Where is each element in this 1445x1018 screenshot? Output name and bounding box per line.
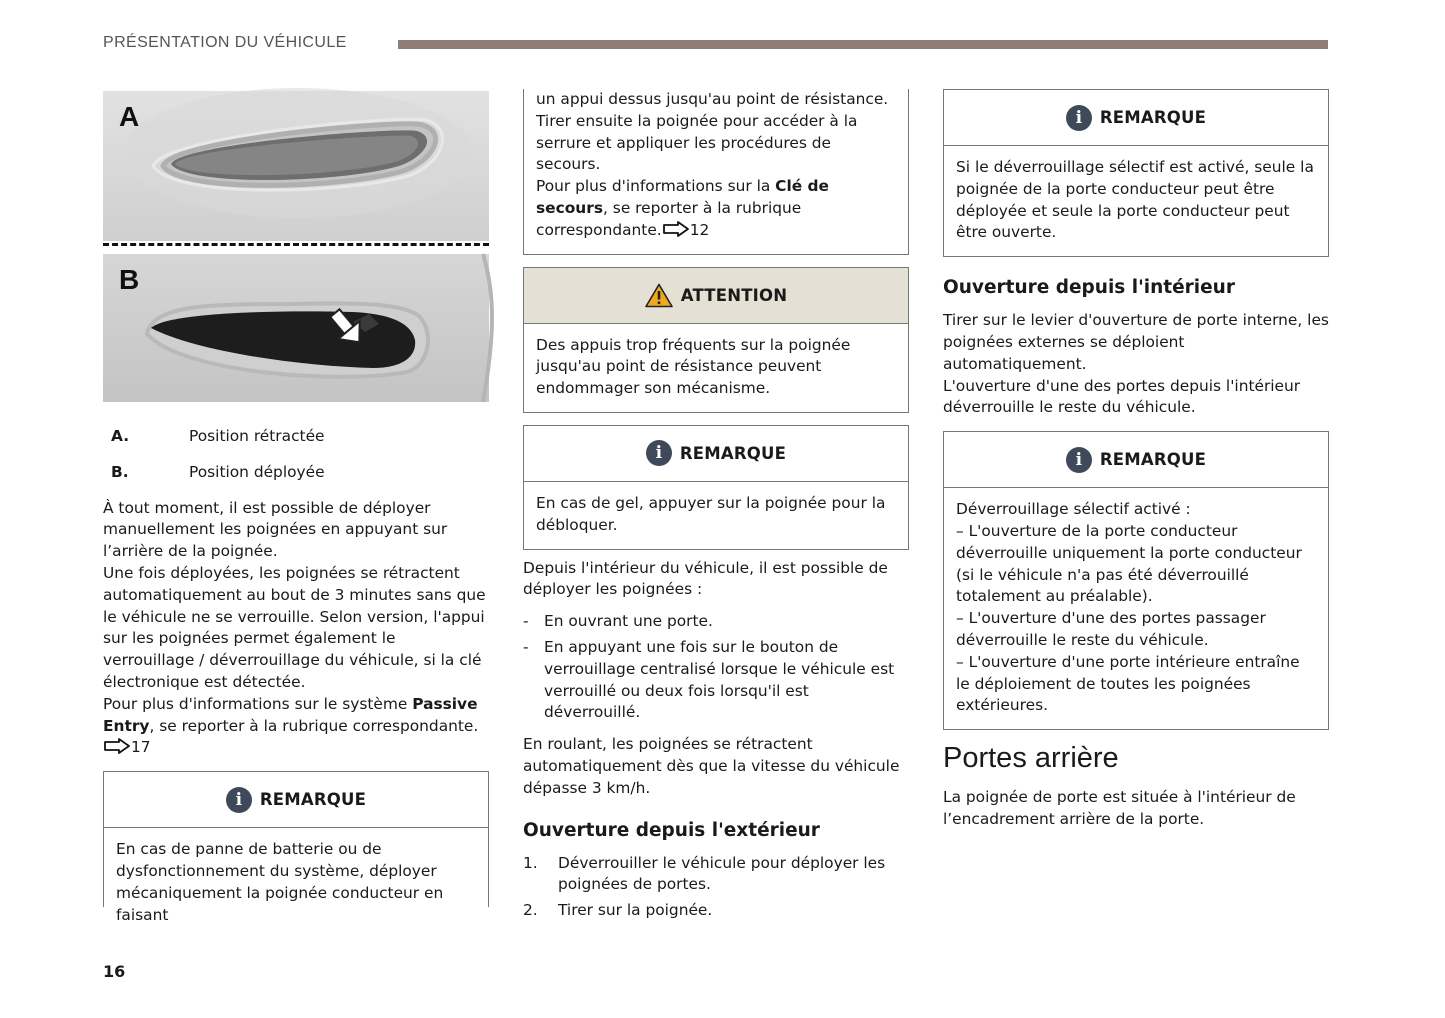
paragraph: Tirer sur le levier d'ouverture de porte interne, les poignées externes se déploient automatiquement. [943,311,1329,373]
bullet-marker: - [523,637,529,656]
paragraph-passive-entry [103,694,489,759]
note-box [103,771,489,924]
paragraph: Depuis l'intérieur du véhicule, il est possible de déployer les poignées : [523,558,888,599]
info-icon: i [1066,447,1092,473]
figure-label-b: B [119,264,140,295]
warning-triangle-icon [645,283,673,308]
column-1 [103,89,489,924]
header-bar [398,40,1328,49]
page-reference[interactable]: 12 [689,220,710,239]
bullet-marker: - [523,612,529,631]
legend-text: Position rétractée [189,427,325,445]
note-body [524,482,908,549]
section-heading: Ouverture depuis l'extérieur [523,819,820,841]
note-label: REMARQUE [1099,108,1207,127]
figure-label-a: A [119,101,140,132]
note-text-secours [536,176,896,241]
figure-legend [103,426,489,484]
step-number: 1. [523,853,538,872]
text: , se reporter à la rubrique correspondante. [149,716,479,735]
legend-item [103,462,489,484]
attention-box [523,267,909,413]
note-header [104,772,488,828]
note-box [523,425,909,550]
note-line: – L'ouverture de la porte conducteur déverrouille uniquement la porte conducteur (si le véhicule n'a pas été déverrouillé totalement au préalable). [956,521,1302,606]
list-text: En appuyant une fois sur le bouton de verrouillage centralisé lorsque le véhicule est verrouillé ou deux fois lorsqu'il est déverrouillé. [544,637,895,722]
list-item [523,900,909,922]
bold-term: Clé de secours [536,177,829,217]
note-text: En cas de panne de batterie ou de dysfonctionnement du système, déployer mécaniquement la poignée conducteur en faisant [116,840,444,924]
chapter-heading: Portes arrière [943,742,1119,775]
note-label: REMARQUE [259,790,367,810]
text: Pour plus d'informations sur le système [103,694,413,713]
note-box [943,431,1329,730]
section-heading: Ouverture depuis l'intérieur [943,277,1235,299]
note-line: – L'ouverture d'une porte intérieure entraîne le déploiement de toutes les poignées extérieures. [956,652,1300,715]
step-text: Tirer sur la poignée. [558,901,713,920]
note-label: REMARQUE [1099,450,1207,470]
retracted-handle-image [103,91,489,241]
legend-key: A. [111,427,130,445]
bullet-list [523,611,909,724]
note-header [944,432,1328,488]
note-text: un appui dessus jusqu'au point de résistance. Tirer ensuite la poignée pour accéder à la serrure et appliquer les procédures de secours. [536,90,889,174]
figure-divider [103,243,489,246]
attention-body [524,324,908,412]
note-body [944,488,1328,729]
paragraph: L'ouverture d'une des portes depuis l'intérieur déverrouille le reste du véhicule. [943,376,1301,417]
attention-text: Des appuis trop fréquents sur la poignée jusqu'au point de résistance peuvent endommager son mécanisme. [536,335,851,398]
list-text: En ouvrant une porte. [544,612,713,631]
figure-b-deployed-handle [103,254,489,402]
text: Pour plus d'informations sur la [536,177,776,196]
note-body [944,146,1328,256]
legend-key: B. [111,462,129,481]
legend-text: Position déployée [189,462,325,481]
note-text: Si le déverrouillage sélectif est activé, seule la poignée de la porte conducteur peut être déployée et seule la porte conducteur peut être ouverte. [956,158,1314,242]
paragraph: En roulant, les poignées se rétractent automatiquement dès que la vitesse du véhicule dépasse 3 km/h. [523,735,900,797]
page-reference[interactable]: 17 [131,738,151,757]
note-header [524,426,908,482]
column-3 [943,89,1329,831]
info-icon: i [646,440,672,466]
text: , se reporter à la rubrique correspondante. [536,198,802,239]
note-box [943,89,1329,257]
note-header [944,90,1328,146]
column-2 [523,89,909,932]
info-icon: i [226,787,252,813]
note-text: En cas de gel, appuyer sur la poignée pour la débloquer. [536,493,886,534]
deployed-handle-image [103,254,489,402]
page-number: 16 [103,962,126,981]
note-body [524,89,908,254]
legend-item [103,426,489,448]
list-item [523,637,909,724]
step-number: 2. [523,901,538,920]
info-icon: i [1066,105,1092,131]
note-line: Déverrouillage sélectif activé : [956,500,1191,519]
attention-label: ATTENTION [680,285,788,305]
section-title: PRÉSENTATION DU VÉHICULE [103,34,347,51]
note-body [104,828,488,924]
step-text: Déverrouiller le véhicule pour déployer les poignées de portes. [558,853,886,894]
numbered-list [523,853,909,922]
note-box-continued [523,89,909,255]
paragraph: Une fois déployées, les poignées se rétractent automatiquement au bout de 3 minutes sans que le véhicule ne se verrouille. Selon version, l'appui sur les poignées permet également le verrouillage / déverrouillage du véhicule, si la clé électronique est détectée. [103,563,486,691]
note-label: REMARQUE [679,443,787,463]
note-line: – L'ouverture d'une des portes passager déverrouille le reste du véhicule. [956,609,1266,649]
paragraph: La poignée de porte est située à l'intérieur de l’encadrement arrière de la porte. [943,788,1296,828]
page-ref-arrow-icon [663,221,689,237]
attention-header [524,268,908,324]
list-item [523,611,909,633]
figure-a-retracted-handle [103,91,489,241]
list-item [523,853,909,897]
page-ref-arrow-icon [104,738,130,754]
paragraph: À tout moment, il est possible de déployer manuellement les poignées en appuyant sur l’arrière de la poignée. [103,498,448,561]
bold-term: Passive Entry [103,694,478,735]
